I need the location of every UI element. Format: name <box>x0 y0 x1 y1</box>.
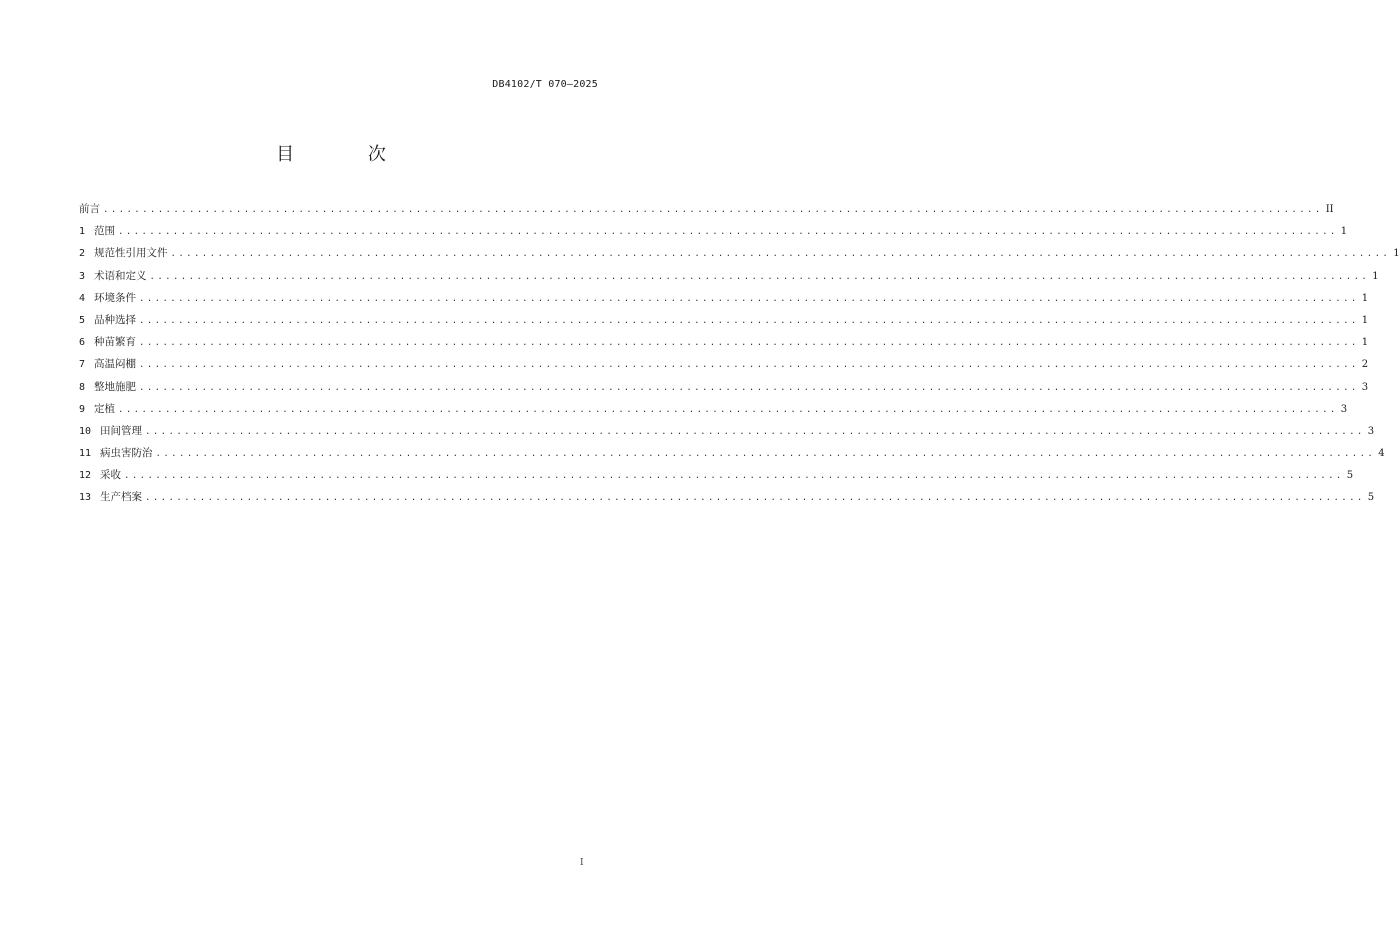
toc-leader-dots: ............................................................................................................................................................ <box>155 449 1376 460</box>
toc-leader-dots: ............................................................................................................................................................ <box>139 338 1359 349</box>
toc-entry-label: 前言 <box>79 203 100 215</box>
toc-page-number: II <box>1325 204 1334 215</box>
toc-entry-harvest[interactable] <box>79 466 1354 488</box>
toc-entry-label: 整地施肥 <box>94 380 137 393</box>
toc-entry-label: 高温闷棚 <box>94 358 137 371</box>
toc-entry-greenhouse-sterilization[interactable] <box>79 355 1369 377</box>
toc-leader-dots: ............................................................................................................................................................ <box>124 471 1344 482</box>
toc-entry-production-records[interactable] <box>79 488 1375 510</box>
toc-entry-label: 术语和定义 <box>94 269 147 282</box>
toc-page-number: 3 <box>1361 381 1369 393</box>
toc-entry-terms-definitions[interactable] <box>79 267 1379 289</box>
toc-entry-number: 3 <box>79 270 86 282</box>
toc-entry-normative-references[interactable] <box>79 244 1400 266</box>
toc-entry-number: 7 <box>79 359 86 371</box>
toc-entry-label: 范围 <box>94 225 116 238</box>
toc-page-number: 5 <box>1346 470 1354 482</box>
toc-entry-number: 2 <box>79 248 86 260</box>
toc-entry-label: 病虫害防治 <box>100 447 153 460</box>
toc-leader-dots: ............................................................................................................................................................ <box>149 271 1370 282</box>
toc-entry-number: 10 <box>79 425 92 437</box>
toc-entry-transplanting[interactable] <box>79 400 1348 422</box>
toc-page-number: 1 <box>1361 337 1369 349</box>
toc-page-number: 3 <box>1367 425 1375 437</box>
toc-leader-dots: ............................................................................................................................................................ <box>170 249 1391 260</box>
toc-entry-soil-preparation[interactable] <box>79 378 1369 400</box>
toc-entry-number: 4 <box>79 292 86 304</box>
toc-entry-number: 8 <box>79 381 86 393</box>
toc-leader-dots: ............................................................................................................................................................ <box>118 404 1338 415</box>
toc-leader-dots: ............................................................................................................................................................ <box>145 426 1365 437</box>
toc-entry-number: 11 <box>79 448 92 460</box>
toc-entry-pest-control[interactable] <box>79 444 1385 466</box>
toc-entry-number: 6 <box>79 337 86 349</box>
toc-entry-seedling-breeding[interactable] <box>79 333 1369 355</box>
toc-entry-label: 定植 <box>94 402 116 415</box>
toc-page-number: 1 <box>1340 226 1348 238</box>
toc-leader-dots: ............................................................................................................................................................ <box>118 227 1338 238</box>
toc-leader-dots: ............................................................................................................................................................ <box>139 382 1359 393</box>
toc-entry-number: 1 <box>79 226 86 238</box>
toc-entry-field-management[interactable] <box>79 422 1375 444</box>
toc-leader-dots: ............................................................................................................................................................ <box>145 493 1365 504</box>
toc-page-number: 3 <box>1340 403 1348 415</box>
toc-entry-number: 9 <box>79 403 86 415</box>
footer-page-number: I <box>580 858 584 868</box>
toc-page-number: 1 <box>1372 270 1379 282</box>
toc-leader-dots: ............................................................................................................................................................ <box>139 293 1359 304</box>
toc-entry-scope[interactable] <box>79 222 1348 244</box>
toc-entry-label: 规范性引用文件 <box>94 247 168 260</box>
toc-page-number: 2 <box>1361 359 1369 371</box>
document-code: DB4102/T 070—2025 <box>492 79 598 90</box>
toc-page-number: 1 <box>1361 314 1369 326</box>
toc-entry-foreword[interactable] <box>79 200 1334 222</box>
toc-entry-label: 环境条件 <box>94 291 137 304</box>
toc-entry-number: 13 <box>79 492 92 504</box>
toc-entry-number: 12 <box>79 470 92 482</box>
toc-page-number: 4 <box>1378 448 1385 460</box>
toc-page-number: 1 <box>1361 292 1369 304</box>
toc-leader-dots: ............................................................................................................................................................ <box>103 205 1323 215</box>
table-of-contents <box>79 200 1400 511</box>
toc-entry-label: 田间管理 <box>100 424 143 437</box>
toc-entry-label: 采收 <box>100 469 122 482</box>
toc-leader-dots: ............................................................................................................................................................ <box>139 315 1359 326</box>
toc-leader-dots: ............................................................................................................................................................ <box>139 360 1359 371</box>
toc-entry-label: 品种选择 <box>94 313 137 326</box>
page-title: 目 次 <box>276 144 420 165</box>
toc-entry-label: 生产档案 <box>100 491 143 504</box>
toc-entry-variety-selection[interactable] <box>79 311 1369 333</box>
toc-page-number: 1 <box>1393 248 1400 260</box>
toc-page-number: 5 <box>1367 492 1375 504</box>
toc-entry-label: 种苗繁育 <box>94 336 137 349</box>
toc-entry-number: 5 <box>79 314 86 326</box>
toc-entry-environment[interactable] <box>79 289 1369 311</box>
